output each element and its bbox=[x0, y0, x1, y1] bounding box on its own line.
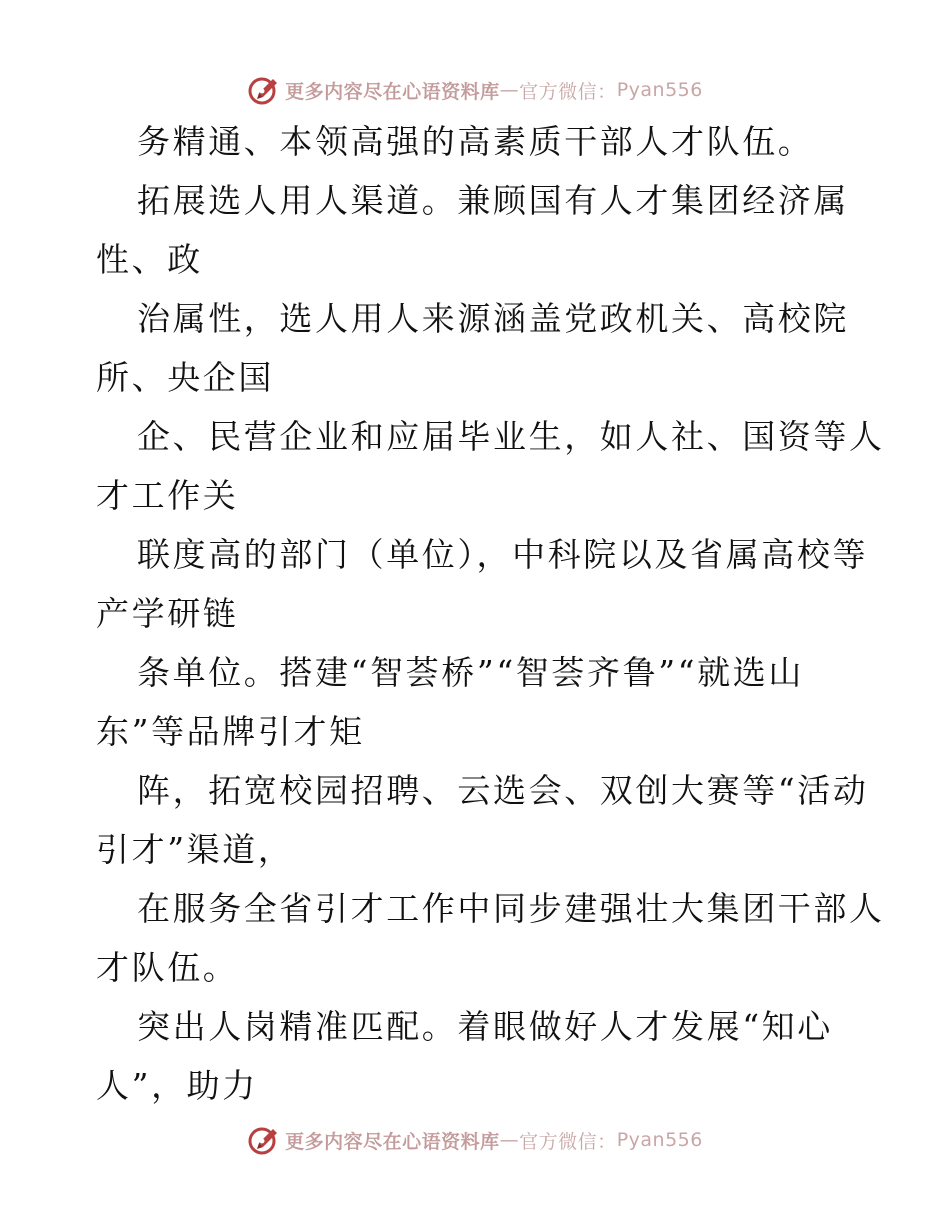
paragraph-line: 才工作关 bbox=[96, 476, 239, 515]
pen-nib-logo-icon bbox=[247, 73, 281, 107]
paragraph-line: 条单位。搭建“智荟桥”“智荟齐鲁”“就选山 bbox=[137, 653, 804, 692]
paragraph-line: 拓展选人用人渠道。兼顾国有人才集团经济属 bbox=[137, 181, 849, 220]
paragraph-line: 务精通、本领高强的高素质干部人才队伍。 bbox=[137, 122, 814, 161]
paragraph-line: 突出人岗精准匹配。着眼做好人才发展“知心 bbox=[137, 1007, 833, 1046]
watermark-official-label: 官方微信： bbox=[519, 1130, 617, 1153]
watermark-main-text: 更多内容尽在心语资料库 bbox=[285, 80, 500, 103]
paragraph-line: 联度高的部门（单位），中科院以及省属高校等 bbox=[137, 535, 869, 574]
paragraph-line: 引才”渠道， bbox=[96, 830, 294, 869]
paragraph-line: 所、央企国 bbox=[96, 358, 274, 397]
watermark-dash: — bbox=[499, 79, 520, 101]
paragraph-line: 治属性，选人用人来源涵盖党政机关、高校院 bbox=[137, 299, 849, 338]
paragraph-line: 性、政 bbox=[96, 240, 203, 279]
paragraph-line: 才队伍。 bbox=[96, 948, 239, 987]
paragraph-line: 企、民营企业和应届毕业生，如人社、国资等人 bbox=[137, 417, 885, 456]
watermark-handle: Pyan556 bbox=[616, 79, 703, 101]
paragraph-line: 人”，助力 bbox=[96, 1066, 258, 1105]
paragraph-line: 产学研链 bbox=[96, 594, 239, 633]
footer-watermark bbox=[0, 1120, 950, 1160]
paragraph-line: 阵，拓宽校园招聘、云选会、双创大赛等“活动 bbox=[137, 771, 869, 810]
header-watermark bbox=[0, 70, 950, 110]
watermark-dash: — bbox=[499, 1129, 520, 1151]
pen-nib-logo-icon bbox=[247, 1123, 281, 1157]
watermark-main-text: 更多内容尽在心语资料库 bbox=[285, 1130, 500, 1153]
watermark-official-label: 官方微信： bbox=[519, 80, 617, 103]
paragraph-line: 东”等品牌引才矩 bbox=[96, 712, 365, 751]
paragraph-line: 在服务全省引才工作中同步建强壮大集团干部人 bbox=[137, 889, 885, 928]
watermark-handle: Pyan556 bbox=[616, 1129, 703, 1151]
